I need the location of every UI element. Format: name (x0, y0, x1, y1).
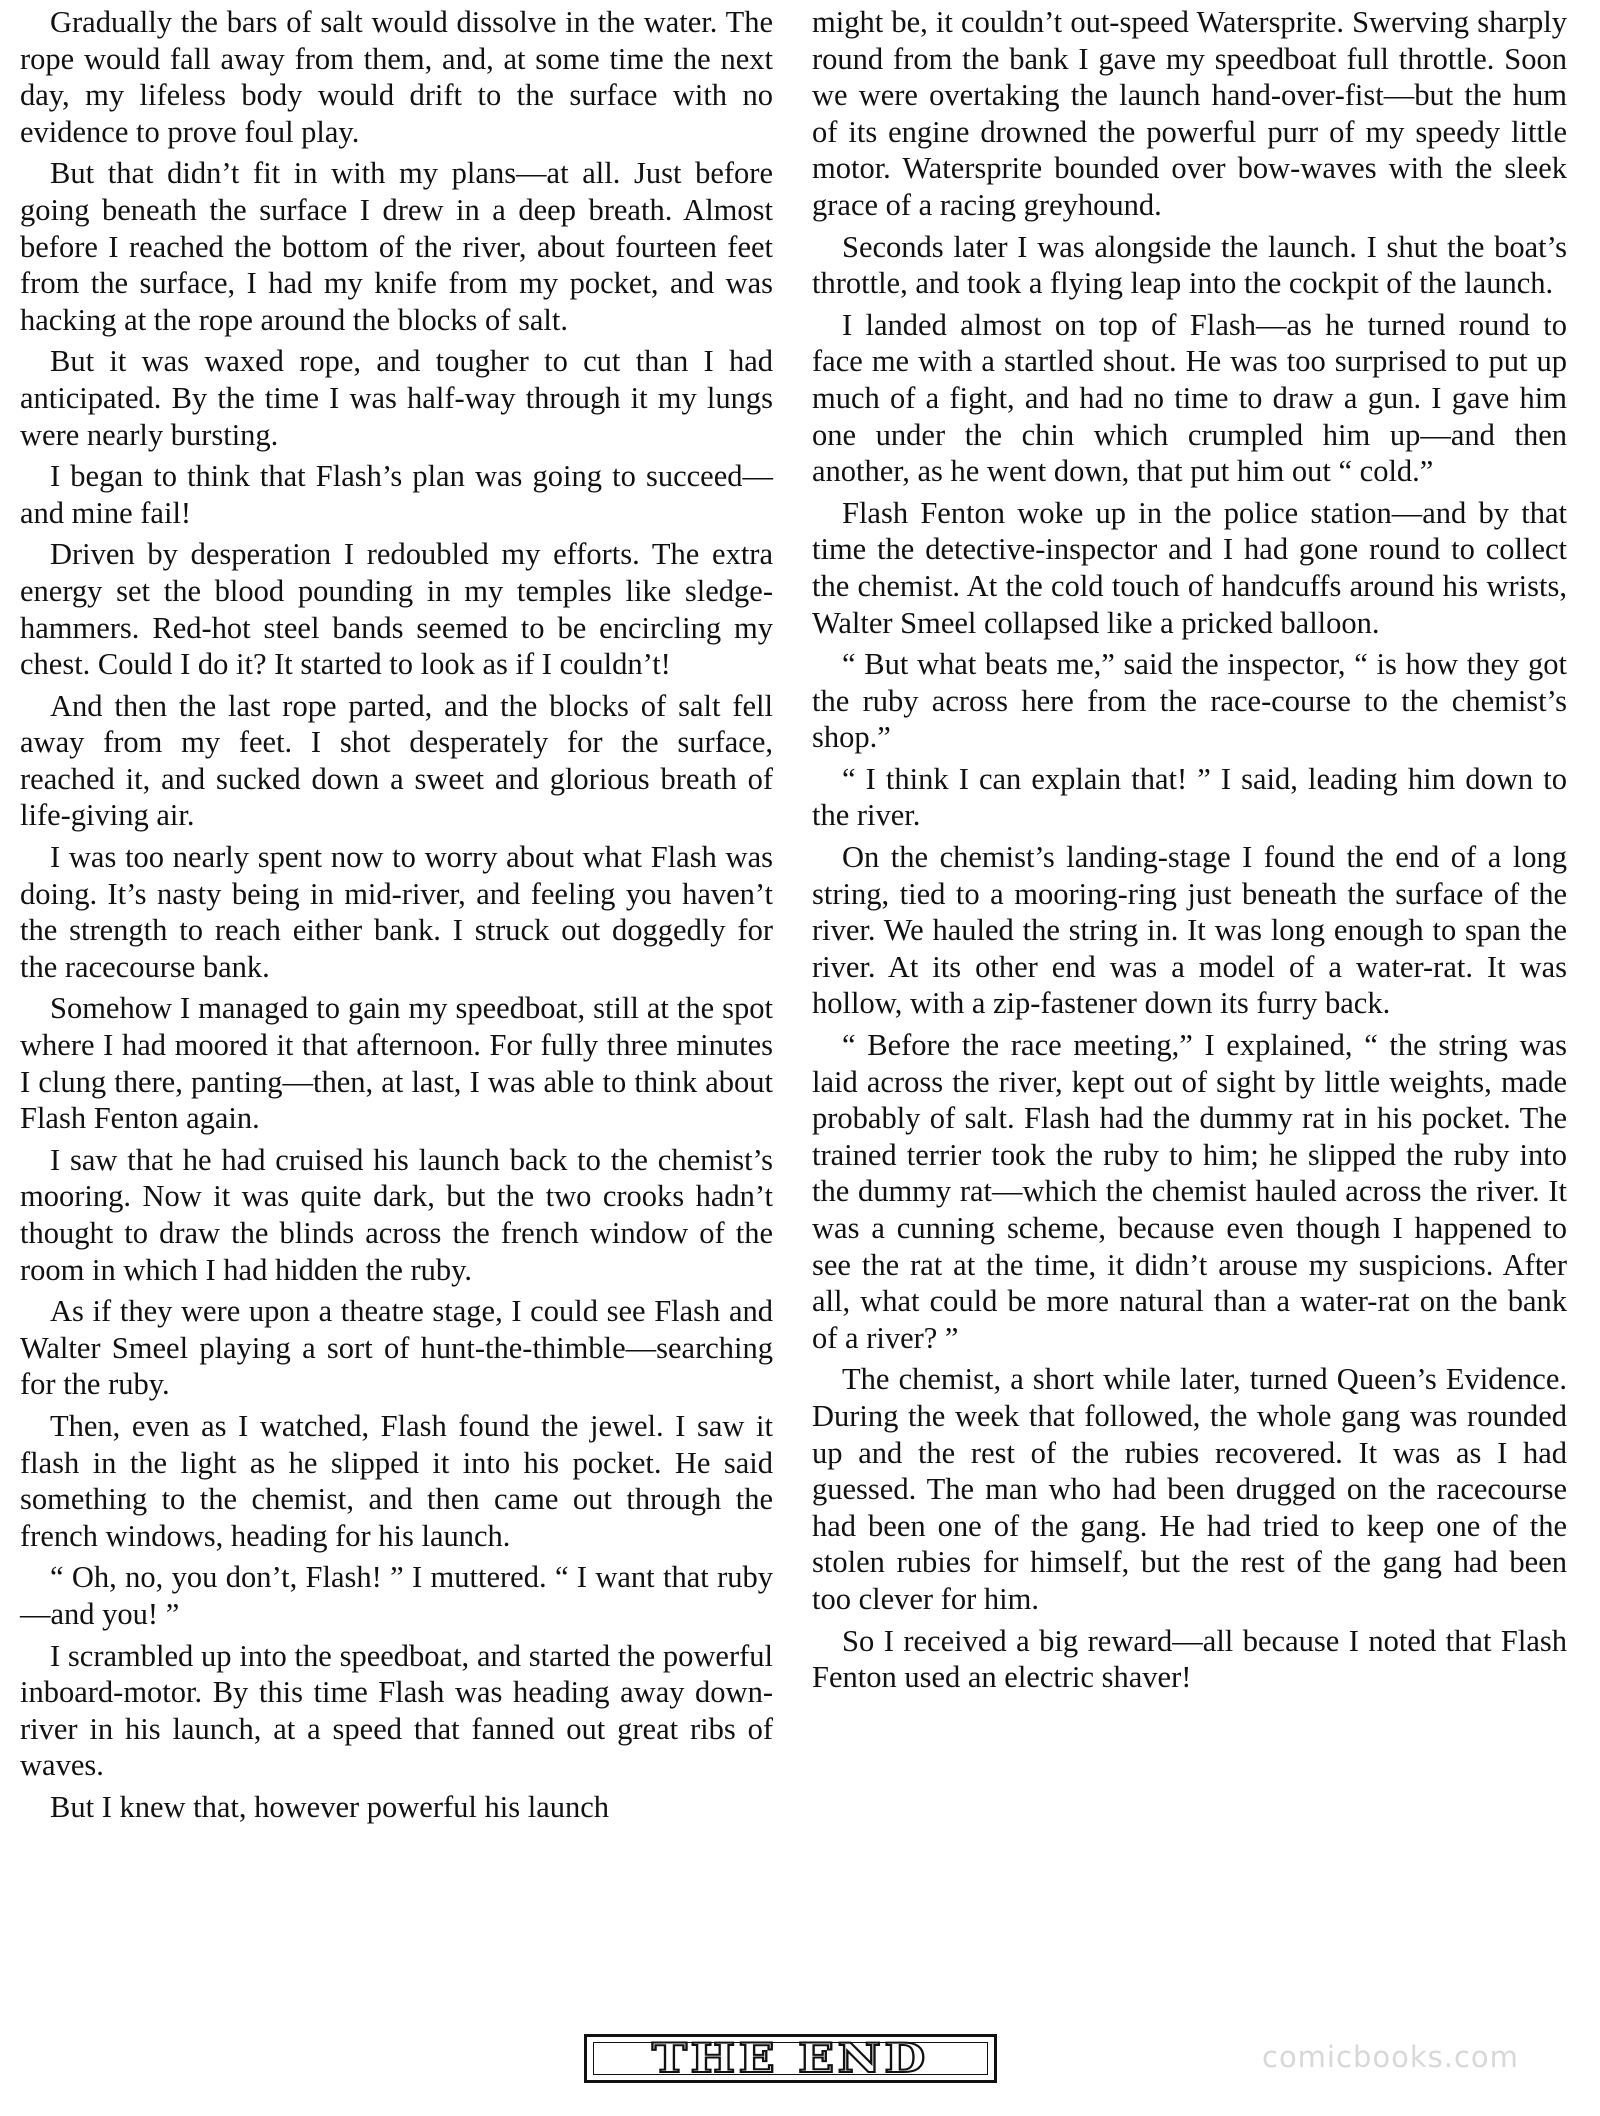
story-paragraph: And then the last rope parted, and the blocks of salt fell away from my feet. I shot desperately for the surface, reached it, and sucked down a sweet and glorious breath of life-giving air. (20, 688, 773, 833)
story-paragraph: I was too nearly spent now to worry about what Flash was doing. It’s nasty being in mid-river, and feeling you haven’t the strength to reach either bank. I struck out doggedly for the racecourse bank. (20, 840, 773, 984)
story-paragraph: “ I think I can explain that! ” I said, leading him down to the river. (812, 761, 1567, 833)
story-paragraph: Driven by desperation I redoubled my efforts. The extra energy set the blood pounding in my temples like sledge-hammers. Red-hot steel bands seemed to be encircling my chest. Could I do it? It started to look as if I couldn’t! (20, 537, 773, 682)
story-paragraph: Then, even as I watched, Flash found the jewel. I saw it flash in the light as he slipped it into his pocket. He said something to the chemist, and then came out through the french windows, heading for his launch. (20, 1408, 773, 1553)
the-end-label: THE END (652, 2034, 929, 2082)
story-paragraph: might be, it couldn’t out-speed Watersprite. Swerving sharply round from the bank I gave my speedboat full throttle. Soon we were overtaking the launch hand-over-fist—but the hum of its engine drowned the powerful purr of my speedy little motor. Watersprite bounded over bow-waves with the sleek grace of a racing greyhound. (812, 5, 1567, 222)
site-watermark: comicbooks.com (1262, 2040, 1519, 2074)
story-paragraph: “ Before the race meeting,” I explained, “ the string was laid across the river, kept out of sight by little weights, made probably of salt. Flash had the dummy rat in his pocket. The trained terrier took the ruby to him; he slipped the ruby into the dummy rat—which the chemist hauled across the river. It was a cunning scheme, because even though I happened to see the rat at the time, it didn’t arouse my suspicions. After all, what could be more natural than a water-rat on the bank of a river? ” (812, 1028, 1567, 1355)
right-text-column (812, 4, 1567, 1701)
story-paragraph: “ Oh, no, you don’t, Flash! ” I muttered. “ I want that ruby—and you! ” (20, 1560, 773, 1631)
story-paragraph: Seconds later I was alongside the launch. I shut the boat’s throttle, and took a flying leap into the cockpit of the launch. (812, 229, 1567, 301)
story-paragraph: Somehow I managed to gain my speedboat, still at the spot where I had moored it that afternoon. For fully three minutes I clung there, panting—then, at last, I was able to think about Flash Fenton again. (20, 991, 773, 1136)
the-end-banner (584, 2034, 997, 2083)
story-paragraph: The chemist, a short while later, turned Queen’s Evidence. During the week that followed, the whole gang was rounded up and the rest of the rubies recovered. It was as I had guessed. The man who had been drugged on the racecourse had been one of the gang. He had tried to keep one of the stolen rubies for himself, but the rest of the gang had been too clever for him. (812, 1362, 1567, 1616)
story-paragraph: But that didn’t fit in with my plans—at all. Just before going beneath the surface I drew in a deep breath. Almost before I reached the bottom of the river, about fourteen feet from the surface, I had my knife from my pocket, and was hacking at the rope around the blocks of salt. (20, 156, 773, 337)
story-paragraph: I scrambled up into the speedboat, and started the powerful inboard-motor. By this time Flash was heading away down-river in his launch, at a speed that fanned out great ribs of waves. (20, 1638, 773, 1783)
story-paragraph: As if they were upon a theatre stage, I could see Flash and Walter Smeel playing a sort of hunt-the-thimble—searching for the ruby. (20, 1294, 773, 1402)
story-paragraph: I saw that he had cruised his launch back to the chemist’s mooring. Now it was quite dark, but the two crooks hadn’t thought to draw the blinds across the french window of the room in which I had hidden the ruby. (20, 1142, 773, 1287)
story-paragraph: “ But what beats me,” said the inspector, “ is how they got the ruby across here from the race-course to the chemist’s shop.” (812, 647, 1567, 755)
story-paragraph: On the chemist’s landing-stage I found the end of a long string, tied to a mooring-ring just beneath the surface of the river. We hauled the string in. It was long enough to span the river. At its other end was a model of a water-rat. It was hollow, with a zip-fastener down its furry back. (812, 840, 1567, 1021)
story-paragraph: But I knew that, however powerful his launch (50, 1789, 610, 1824)
story-paragraph: I began to think that Flash’s plan was going to succeed—and mine fail! (20, 459, 773, 530)
left-text-column (20, 4, 773, 1831)
story-paragraph: I landed almost on top of Flash—as he turned round to face me with a startled shout. He was too surprised to put up much of a fight, and had no time to draw a gun. I gave him one under the chin which crumpled him up—and then another, as he went down, that put him out “ cold.” (812, 307, 1567, 489)
story-paragraph: Flash Fenton woke up in the police station—and by that time the detective-inspector and I had gone round to collect the chemist. At the cold touch of handcuffs around his wrists, Walter Smeel collapsed like a pricked balloon. (812, 495, 1567, 640)
story-paragraph: But it was waxed rope, and tougher to cut than I had anticipated. By the time I was half-way through it my lungs were nearly bursting. (20, 344, 773, 452)
story-paragraph: Gradually the bars of salt would dissolve in the water. The rope would fall away from them, and, at some time the next day, my lifeless body would drift to the surface with no evidence to prove foul play. (20, 5, 773, 149)
story-paragraph: So I received a big reward—all because I noted that Flash Fenton used an electric shaver! (812, 1623, 1567, 1695)
